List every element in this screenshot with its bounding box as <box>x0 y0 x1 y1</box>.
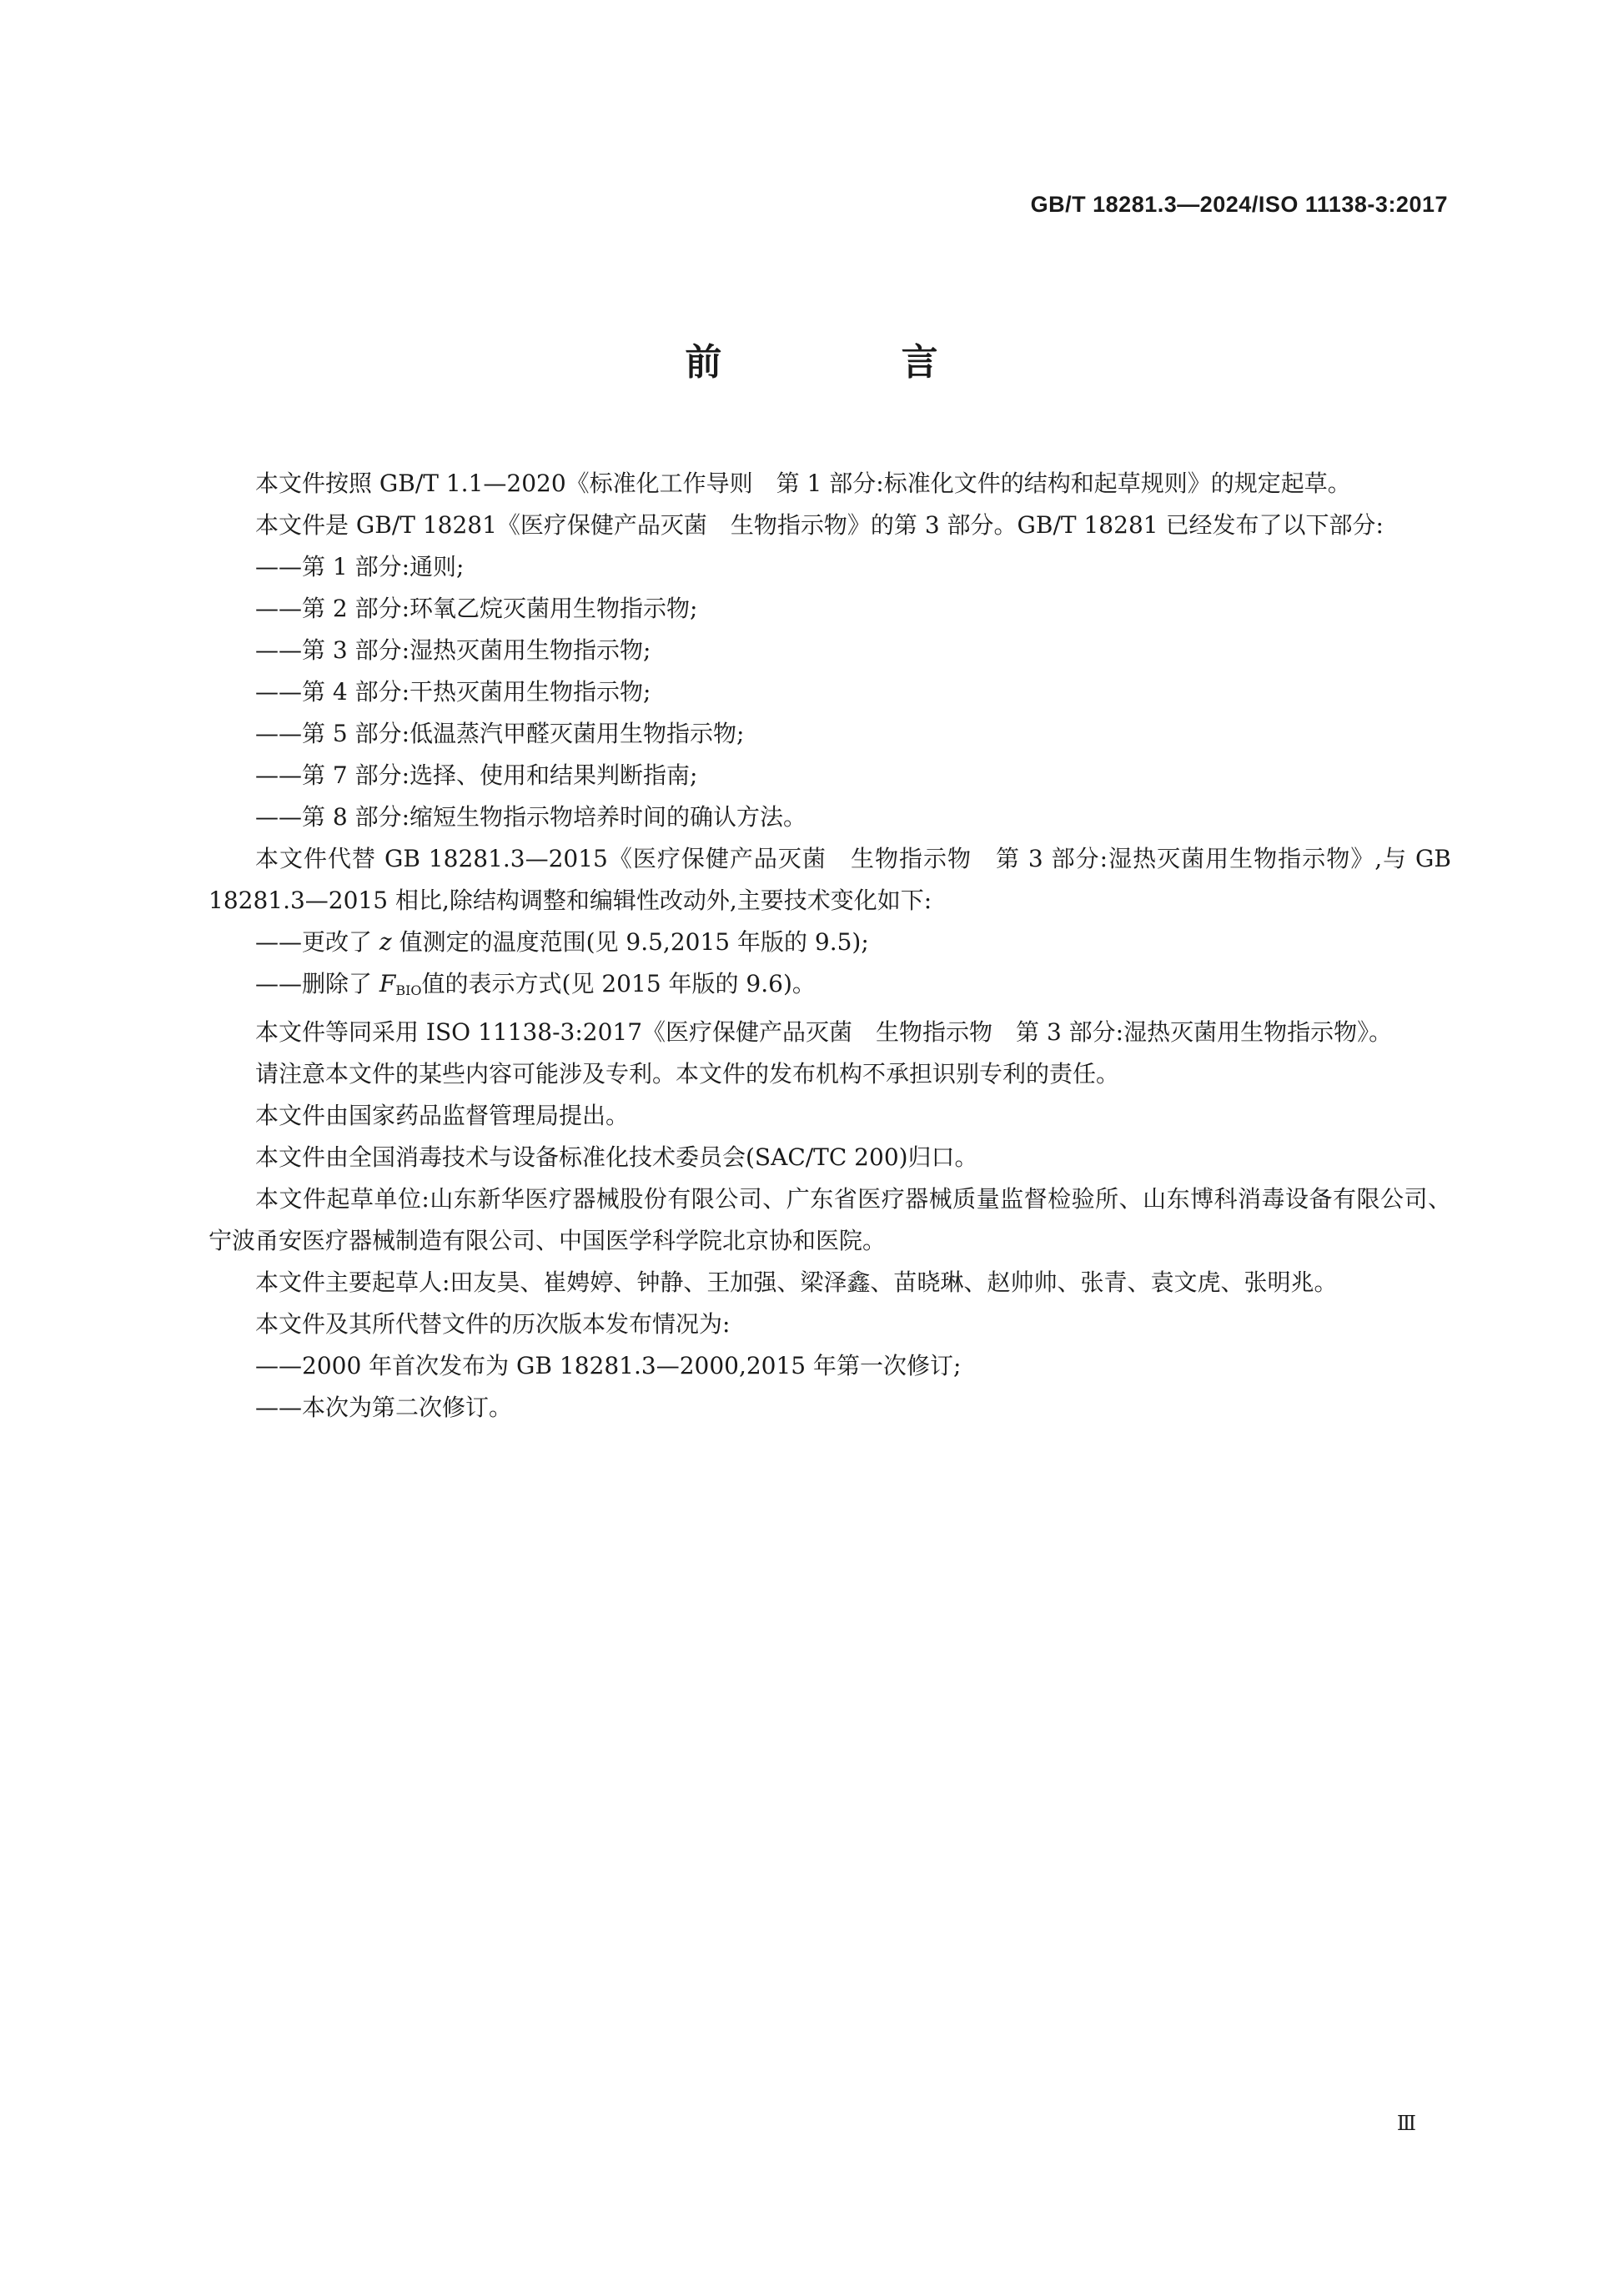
paragraph-iso-adoption: 本文件等同采用 ISO 11138-3:2017《医疗保健产品灭菌 生物指示物 第 3 部分:湿热灭菌用生物指示物》。 <box>255 1018 1393 1046</box>
paragraph-proposer: 本文件由国家药品监督管理局提出。 <box>255 1102 630 1129</box>
z-variable: z <box>379 928 392 956</box>
list-item-history-1: ——2000 年首次发布为 GB 18281.3—2000,2015 年第一次修订; <box>255 1352 962 1379</box>
list-item-change-fbio <box>209 963 1451 1012</box>
list-item-part-8: ——第 8 部分:缩短生物指示物培养时间的确认方法。 <box>255 803 807 831</box>
change-fbio-suffix: 值的表示方式(见 2015 年版的 9.6)。 <box>421 970 816 997</box>
list-item-part-1: ——第 1 部分:通则; <box>255 553 465 580</box>
standard-code: GB/T 18281.3—2024/ISO 11138-3:2017 <box>1030 192 1448 217</box>
paragraph-drafters: 本文件主要起草人:田友昊、崔娉婷、钟静、王加强、梁泽鑫、苗晓琳、赵帅帅、张青、袁文虎、张明兆。 <box>255 1269 1338 1296</box>
list-item-part-5: ——第 5 部分:低温蒸汽甲醛灭菌用生物指示物; <box>255 720 745 747</box>
paragraph-patent-notice: 请注意本文件的某些内容可能涉及专利。本文件的发布机构不承担识别专利的责任。 <box>255 1060 1120 1088</box>
paragraph-replacement: 本文件代替 GB 18281.3—2015《医疗保健产品灭菌 生物指示物 第 3 部分:湿热灭菌用生物指示物》,与 GB 18281.3—2015 相比,除结构调整和编辑性改动外,主要技术变化如下: <box>209 845 1451 914</box>
document-body <box>209 463 1451 1429</box>
list-item-history-2: ——本次为第二次修订。 <box>255 1394 513 1421</box>
page-number: Ⅲ <box>1396 2112 1416 2135</box>
paragraph-committee: 本文件由全国消毒技术与设备标准化技术委员会(SAC/TC 200)归口。 <box>255 1143 978 1171</box>
list-item-change-z <box>209 922 1451 963</box>
f-variable: F <box>379 970 396 997</box>
paragraph-drafting-basis: 本文件按照 GB/T 1.1—2020《标准化工作导则 第 1 部分:标准化文件的结构和起草规则》的规定起草。 <box>255 470 1351 497</box>
bio-subscript: BIO <box>395 982 422 998</box>
list-item-part-3: ——第 3 部分:湿热灭菌用生物指示物; <box>255 636 651 664</box>
list-item-part-4: ——第 4 部分:干热灭菌用生物指示物; <box>255 678 651 706</box>
list-item-part-2: ——第 2 部分:环氧乙烷灭菌用生物指示物; <box>255 595 698 622</box>
change-z-prefix: ——更改了 <box>255 928 379 956</box>
list-item-part-7: ——第 7 部分:选择、使用和结果判断指南; <box>255 761 698 789</box>
change-z-suffix: 值测定的温度范围(见 9.5,2015 年版的 9.5); <box>391 928 869 956</box>
page-title: 前 言 <box>685 341 1022 384</box>
change-fbio-prefix: ——删除了 <box>255 970 379 997</box>
paragraph-series-intro: 本文件是 GB/T 18281《医疗保健产品灭菌 生物指示物》的第 3 部分。GB/T 18281 已经发布了以下部分: <box>255 511 1384 539</box>
paragraph-drafting-units: 本文件起草单位:山东新华医疗器械股份有限公司、广东省医疗器械质量监督检验所、山东博科消毒设备有限公司、宁波甬安医疗器械制造有限公司、中国医学科学院北京协和医院。 <box>209 1185 1451 1254</box>
paragraph-history-intro: 本文件及其所代替文件的历次版本发布情况为: <box>255 1310 731 1338</box>
